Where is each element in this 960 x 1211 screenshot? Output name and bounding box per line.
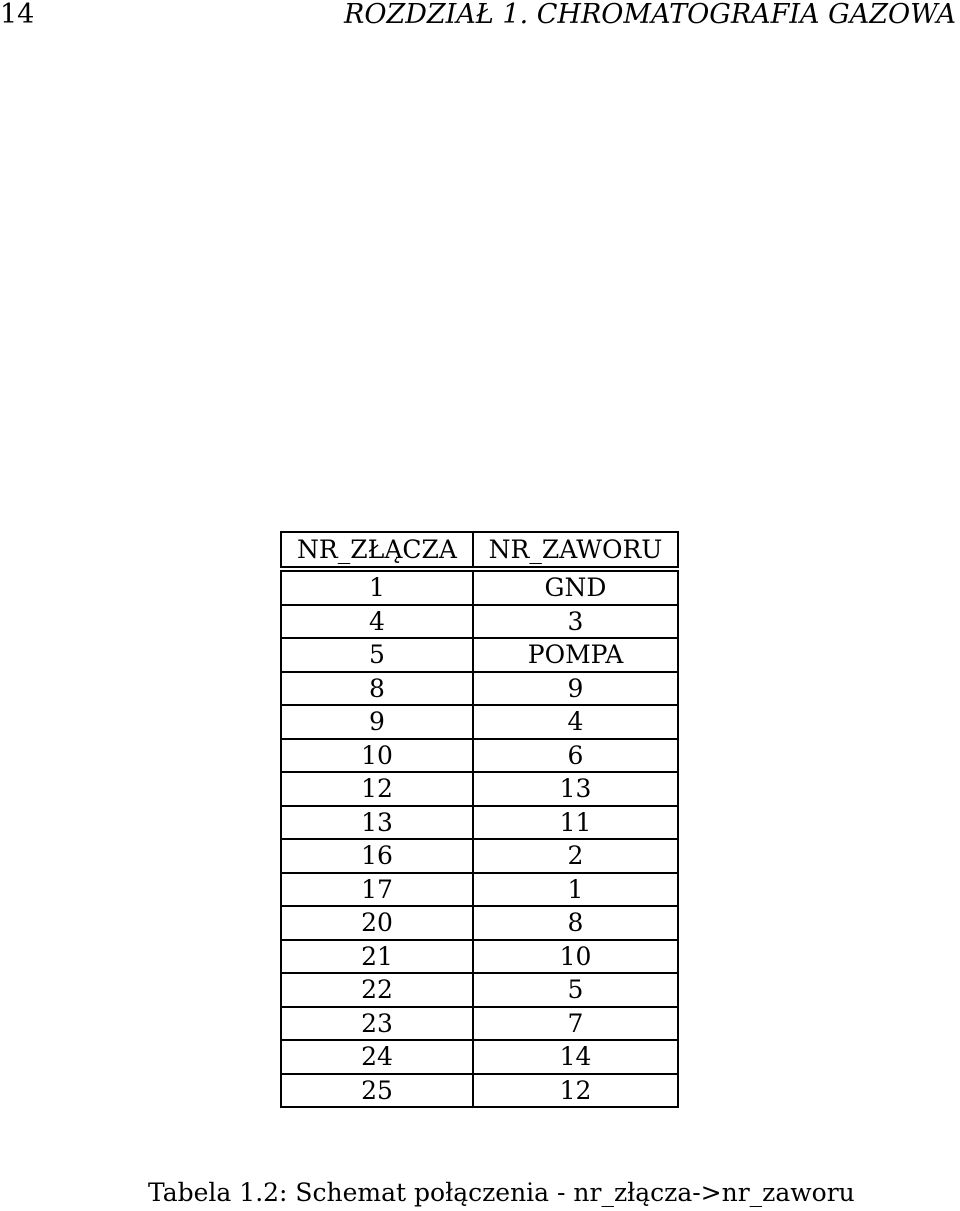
valve-cell: 4: [473, 705, 678, 739]
connector-cell: 23: [281, 1007, 473, 1041]
valve-cell: 3: [473, 605, 678, 639]
table-body: [281, 569, 678, 1107]
valve-cell: 13: [473, 772, 678, 806]
table-row: [281, 569, 678, 605]
column-header-valve: NR_ZAWORU: [473, 532, 678, 569]
valve-cell: 11: [473, 806, 678, 840]
table-row: [281, 1007, 678, 1041]
connector-cell: 9: [281, 705, 473, 739]
table-row: [281, 1040, 678, 1074]
connector-cell: 8: [281, 672, 473, 706]
table-row: [281, 705, 678, 739]
valve-cell: 14: [473, 1040, 678, 1074]
table-row: [281, 940, 678, 974]
table-row: [281, 638, 678, 672]
connection-table: [280, 531, 679, 1108]
connector-cell: 1: [281, 569, 473, 605]
table-row: [281, 672, 678, 706]
valve-cell: 7: [473, 1007, 678, 1041]
valve-cell: 6: [473, 739, 678, 773]
valve-cell: POMPA: [473, 638, 678, 672]
connector-cell: 17: [281, 873, 473, 907]
valve-cell: 9: [473, 672, 678, 706]
table-row: [281, 772, 678, 806]
valve-cell: GND: [473, 569, 678, 605]
connector-cell: 13: [281, 806, 473, 840]
table-row: [281, 839, 678, 873]
valve-cell: 5: [473, 973, 678, 1007]
connector-cell: 22: [281, 973, 473, 1007]
table-header-row: [281, 532, 678, 569]
connector-cell: 5: [281, 638, 473, 672]
table-row: [281, 873, 678, 907]
connector-cell: 21: [281, 940, 473, 974]
table-row: [281, 1074, 678, 1108]
connector-cell: 12: [281, 772, 473, 806]
table-row: [281, 806, 678, 840]
valve-cell: 10: [473, 940, 678, 974]
running-header: ROZDZIAŁ 1. CHROMATOGRAFIA GAZOWA: [343, 0, 956, 30]
valve-cell: 1: [473, 873, 678, 907]
valve-cell: 2: [473, 839, 678, 873]
connector-cell: 10: [281, 739, 473, 773]
valve-cell: 12: [473, 1074, 678, 1108]
column-header-connector: NR_ZŁĄCZA: [281, 532, 473, 569]
table-row: [281, 906, 678, 940]
table-row: [281, 973, 678, 1007]
valve-cell: 8: [473, 906, 678, 940]
table-caption: Tabela 1.2: Schemat połączenia - nr_złącza->nr_zaworu: [148, 1178, 855, 1207]
connector-cell: 4: [281, 605, 473, 639]
connector-cell: 24: [281, 1040, 473, 1074]
page-number: 14: [0, 0, 35, 30]
connector-cell: 20: [281, 906, 473, 940]
table-row: [281, 739, 678, 773]
connector-cell: 16: [281, 839, 473, 873]
connector-cell: 25: [281, 1074, 473, 1108]
table-row: [281, 605, 678, 639]
